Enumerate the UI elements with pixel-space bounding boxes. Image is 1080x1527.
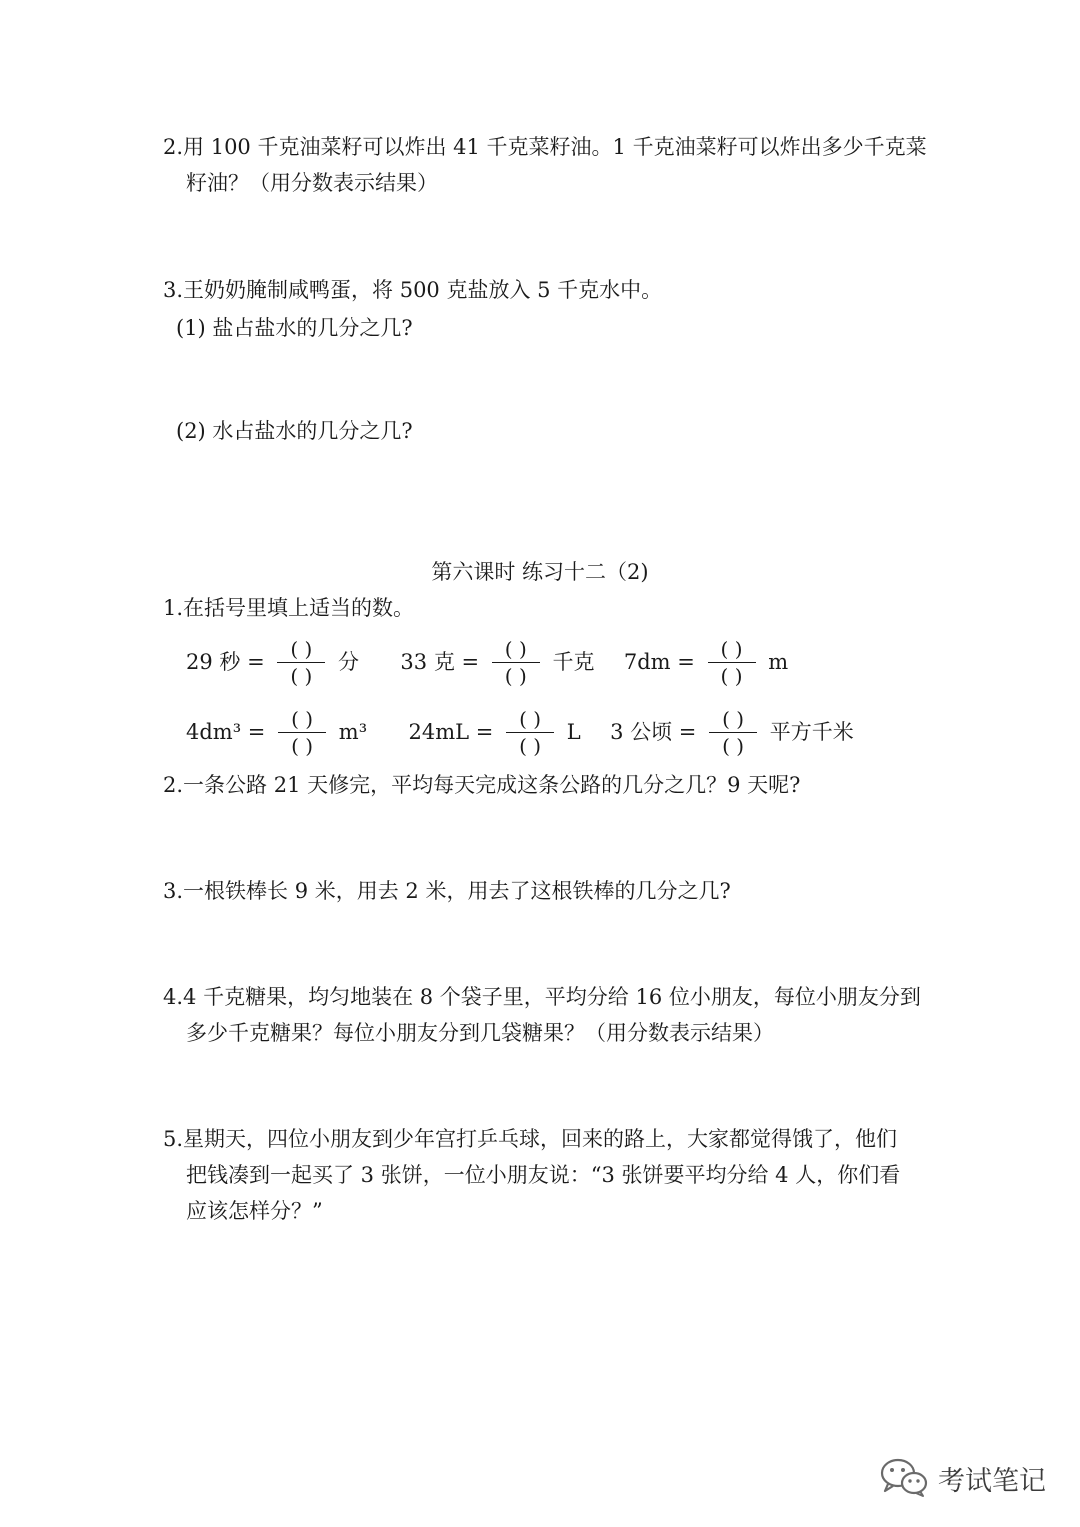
numerator-blank: ( )	[504, 636, 527, 661]
exercise-3: 3.一根铁棒长 9 米，用去 2 米，用去了这根铁棒的几分之几?	[163, 879, 731, 903]
exercise-1-stem: 1.在括号里填上适当的数。	[163, 596, 415, 620]
denominator-blank: ( )	[504, 663, 527, 688]
question-3-sub-1: (1) 盐占盐水的几分之几?	[176, 316, 413, 340]
item-suffix: 千克	[552, 650, 595, 674]
exercise-5-line-1: 5.星期天，四位小朋友到少年宫打乒乓球，回来的路上，大家都觉得饿了，他们	[163, 1127, 898, 1151]
numerator-blank: ( )	[291, 706, 314, 731]
watermark	[878, 1452, 1068, 1502]
item-prefix: 3 公顷 =	[610, 720, 697, 744]
fraction-blank	[506, 706, 554, 759]
item-suffix: 平方千米	[769, 720, 854, 744]
question-3-sub-2: (2) 水占盐水的几分之几?	[176, 419, 413, 443]
item-suffix: m³	[338, 720, 368, 744]
item-prefix: 24mL =	[408, 720, 494, 744]
fraction-blank	[708, 636, 756, 689]
fraction-blank	[709, 706, 757, 759]
item-prefix: 33 克 =	[400, 650, 480, 674]
watermark-text: 考试笔记	[938, 1466, 1046, 1497]
item-prefix: 7dm =	[623, 650, 695, 674]
item-suffix: m	[768, 650, 789, 674]
numerator-blank: ( )	[722, 706, 745, 731]
numerator-blank: ( )	[519, 706, 542, 731]
denominator-blank: ( )	[290, 663, 313, 688]
question-3-stem: 3.王奶奶腌制咸鸭蛋，将 500 克盐放入 5 千克水中。	[163, 278, 663, 302]
numerator-blank: ( )	[720, 636, 743, 661]
fraction-blank	[278, 706, 326, 759]
question-2-line-2: 籽油？（用分数表示结果）	[186, 171, 438, 195]
item-prefix: 4dm³ =	[186, 720, 266, 744]
section-title: 第六课时 练习十二（2)	[431, 560, 649, 584]
wechat-icon	[878, 1456, 930, 1498]
exercise-4-line-1: 4.4 千克糖果，均匀地装在 8 个袋子里，平均分给 16 位小朋友，每位小朋友分到	[163, 985, 921, 1009]
exercise-5-line-2: 把钱凑到一起买了 3 张饼，一位小朋友说：“3 张饼要平均分给 4 人，你们看	[186, 1163, 901, 1187]
fraction-row-1	[186, 632, 788, 692]
item-prefix: 29 秒 =	[186, 650, 265, 674]
item-suffix: 分	[338, 650, 360, 674]
fraction-row-2	[186, 702, 854, 762]
denominator-blank: ( )	[291, 733, 314, 758]
question-2-line-1: 2.用 100 千克油菜籽可以炸出 41 千克菜籽油。1 千克油菜籽可以炸出多少千克菜	[163, 135, 927, 159]
item-suffix: L	[566, 720, 581, 744]
exercise-5-line-3: 应该怎样分？”	[186, 1199, 323, 1223]
denominator-blank: ( )	[722, 733, 745, 758]
fraction-blank	[277, 636, 325, 689]
exercise-2: 2.一条公路 21 天修完，平均每天完成这条公路的几分之几？9 天呢?	[163, 773, 801, 797]
numerator-blank: ( )	[290, 636, 313, 661]
fraction-blank	[492, 636, 540, 689]
exercise-4-line-2: 多少千克糖果？每位小朋友分到几袋糖果？（用分数表示结果）	[186, 1021, 774, 1045]
denominator-blank: ( )	[720, 663, 743, 688]
denominator-blank: ( )	[519, 733, 542, 758]
